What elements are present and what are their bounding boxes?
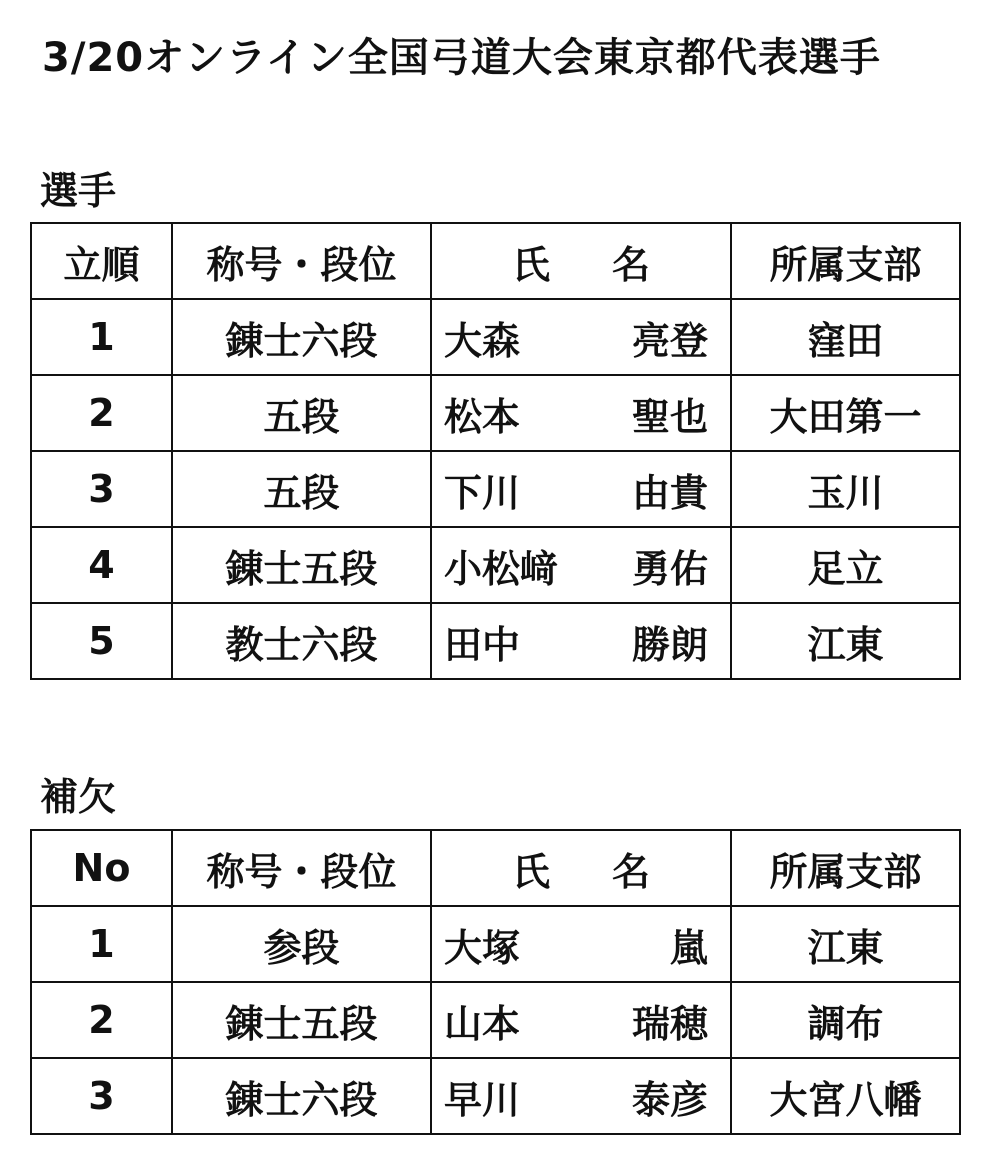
- surname: 大森: [444, 318, 521, 363]
- name-cell: [431, 906, 731, 982]
- table-row: [31, 299, 960, 375]
- header-order: 立順: [31, 223, 172, 299]
- table-row: [31, 603, 960, 679]
- given-name: 泰彦: [631, 1077, 708, 1122]
- substitutes-table: [30, 829, 961, 1135]
- players-section-label: 選手: [40, 169, 117, 213]
- table-row: [31, 1058, 960, 1134]
- table-row: [31, 375, 960, 451]
- branch-cell: 江東: [731, 603, 960, 679]
- substitutes-table-body: [31, 830, 960, 1134]
- header-name-given: 名: [612, 242, 651, 287]
- header-name-surname: 氏: [511, 242, 550, 287]
- header-name-given: 名: [612, 849, 651, 894]
- given-name: 聖也: [631, 394, 708, 439]
- order-cell: 1: [31, 906, 172, 982]
- branch-cell: 玉川: [731, 451, 960, 527]
- name-cell: [431, 527, 731, 603]
- order-cell: 4: [31, 527, 172, 603]
- surname: 田中: [444, 622, 521, 667]
- players-table: [30, 222, 961, 680]
- given-name: 瑞穂: [631, 1001, 708, 1046]
- branch-cell: 大宮八幡: [731, 1058, 960, 1134]
- name-cell: [431, 1058, 731, 1134]
- table-row: [31, 451, 960, 527]
- substitutes-header-row: [31, 830, 960, 906]
- branch-cell: 江東: [731, 906, 960, 982]
- surname: 山本: [444, 1001, 521, 1046]
- rank-cell: 錬士六段: [172, 299, 431, 375]
- page-title: 3/20オンライン全国弓道大会東京都代表選手: [42, 35, 881, 81]
- header-branch: 所属支部: [731, 223, 960, 299]
- header-name: [431, 830, 731, 906]
- header-branch: 所属支部: [731, 830, 960, 906]
- table-row: [31, 527, 960, 603]
- table-row: [31, 906, 960, 982]
- given-name: 嵐: [669, 925, 708, 970]
- rank-cell: 錬士五段: [172, 527, 431, 603]
- header-name: [431, 223, 731, 299]
- given-name: 勇佑: [631, 546, 708, 591]
- name-cell: [431, 982, 731, 1058]
- header-rank: 称号・段位: [172, 223, 431, 299]
- rank-cell: 錬士六段: [172, 1058, 431, 1134]
- order-cell: 2: [31, 982, 172, 1058]
- given-name: 勝朗: [631, 622, 708, 667]
- branch-cell: 窪田: [731, 299, 960, 375]
- order-cell: 1: [31, 299, 172, 375]
- rank-cell: 五段: [172, 375, 431, 451]
- rank-cell: 教士六段: [172, 603, 431, 679]
- surname: 松本: [444, 394, 521, 439]
- name-cell: [431, 299, 731, 375]
- players-table-body: [31, 223, 960, 679]
- given-name: 亮登: [631, 318, 708, 363]
- header-rank: 称号・段位: [172, 830, 431, 906]
- branch-cell: 足立: [731, 527, 960, 603]
- header-name-surname: 氏: [511, 849, 550, 894]
- order-cell: 3: [31, 1058, 172, 1134]
- branch-cell: 調布: [731, 982, 960, 1058]
- rank-cell: 参段: [172, 906, 431, 982]
- table-row: [31, 982, 960, 1058]
- surname: 下川: [444, 470, 521, 515]
- surname: 早川: [444, 1077, 521, 1122]
- name-cell: [431, 375, 731, 451]
- surname: 大塚: [444, 925, 521, 970]
- order-cell: 3: [31, 451, 172, 527]
- branch-cell: 大田第一: [731, 375, 960, 451]
- header-order: No: [31, 830, 172, 906]
- order-cell: 2: [31, 375, 172, 451]
- name-cell: [431, 603, 731, 679]
- given-name: 由貴: [631, 470, 708, 515]
- substitutes-section-label: 補欠: [40, 775, 117, 819]
- rank-cell: 錬士五段: [172, 982, 431, 1058]
- order-cell: 5: [31, 603, 172, 679]
- surname: 小松﨑: [444, 546, 559, 591]
- name-cell: [431, 451, 731, 527]
- players-header-row: [31, 223, 960, 299]
- rank-cell: 五段: [172, 451, 431, 527]
